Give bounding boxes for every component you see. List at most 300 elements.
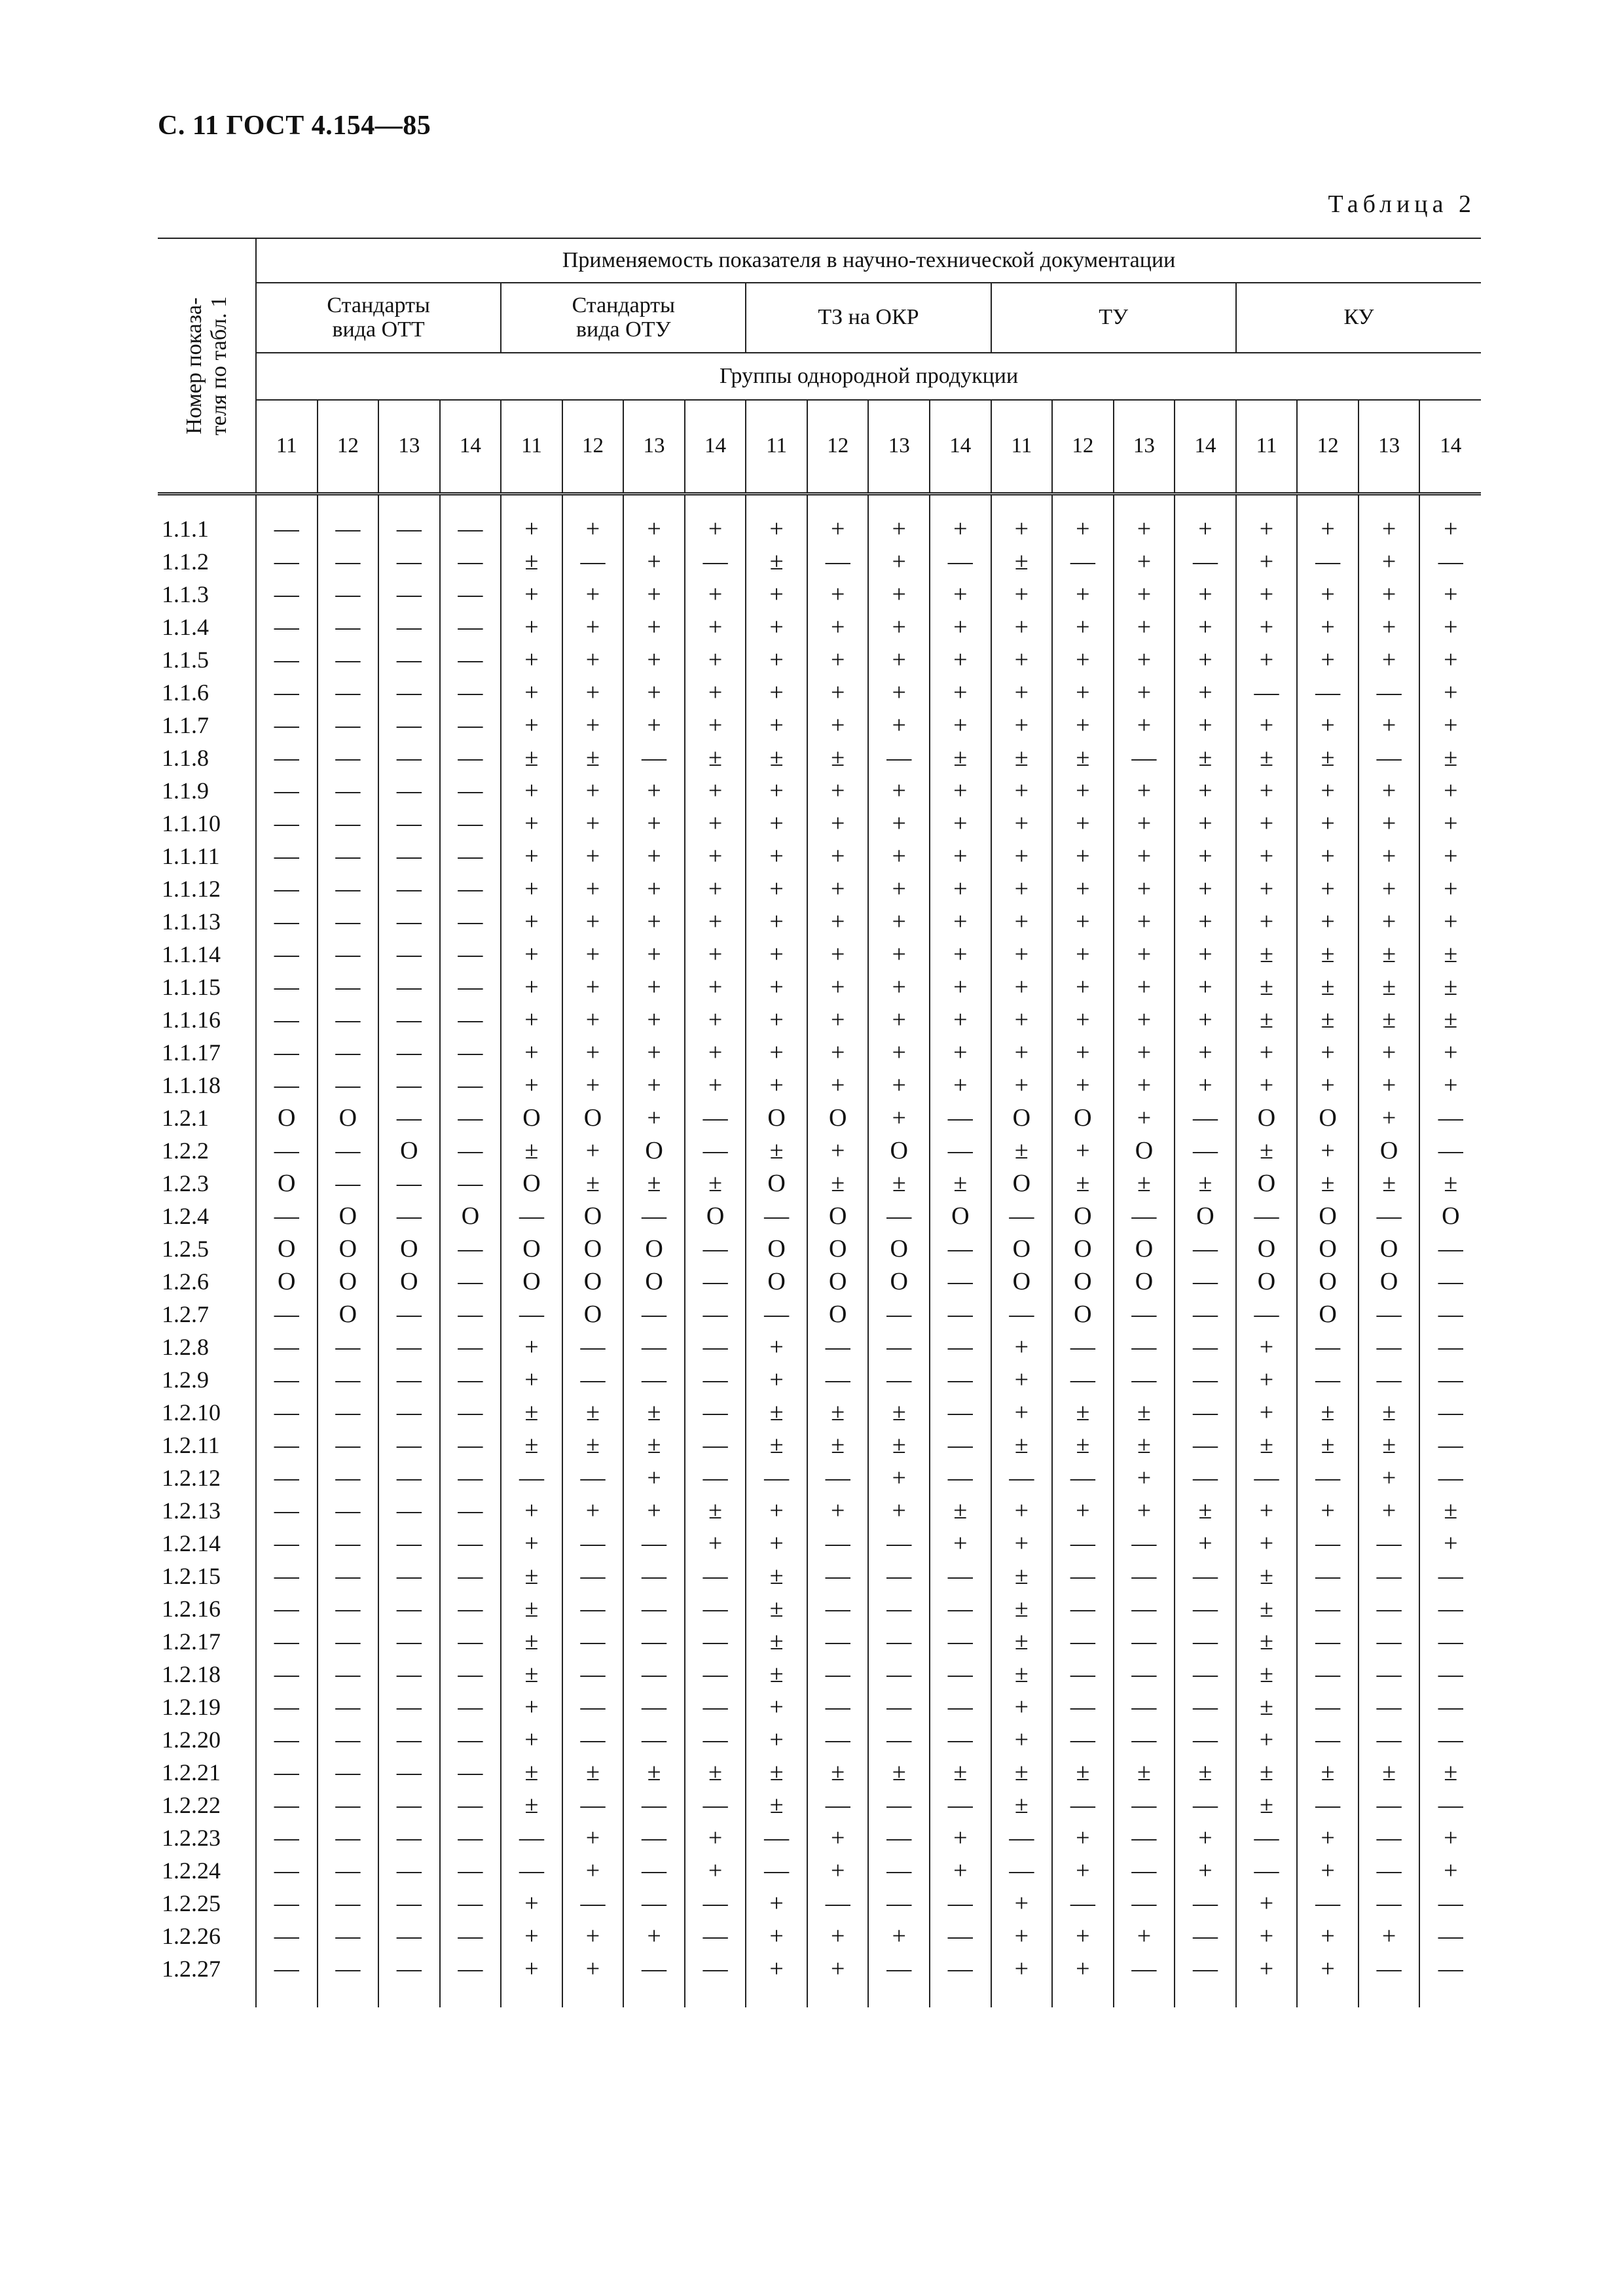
applicability-cell: — (746, 1298, 807, 1331)
applicability-cell: — (318, 872, 379, 905)
applicability-cell: О (378, 1134, 440, 1167)
applicability-cell: — (623, 742, 685, 774)
applicability-cell: — (868, 1887, 930, 1920)
applicability-cell: + (1114, 971, 1175, 1003)
table-row (158, 1396, 1481, 1429)
applicability-cell: + (868, 1920, 930, 1952)
applicability-cell: — (1175, 1363, 1236, 1396)
applicability-cell: — (378, 494, 440, 546)
applicability-cell: — (685, 1298, 746, 1331)
applicability-cell: ± (1236, 742, 1298, 774)
applicability-cell: ± (1236, 1592, 1298, 1625)
applicability-cell: — (440, 1691, 501, 1723)
applicability-cell: — (378, 1854, 440, 1887)
applicability-cell: + (1114, 1069, 1175, 1102)
row-number: 1.2.21 (162, 1759, 221, 1785)
applicability-cell: + (623, 872, 685, 905)
table-row (158, 1331, 1481, 1363)
applicability-cell: + (1236, 1396, 1298, 1429)
applicability-cell: + (562, 1854, 624, 1887)
applicability-cell: + (562, 1494, 624, 1527)
applicability-cell: — (256, 1069, 318, 1102)
applicability-cell: — (1359, 1952, 1420, 2007)
table-row (158, 1527, 1481, 1560)
applicability-cell: + (1359, 872, 1420, 905)
applicability-cell: — (991, 1462, 1053, 1494)
groups-row (158, 400, 1481, 494)
applicability-cell: + (868, 938, 930, 971)
applicability-cell: + (623, 545, 685, 578)
applicability-cell: + (1175, 676, 1236, 709)
applicability-cell: + (1052, 774, 1114, 807)
applicability-cell: ± (501, 545, 562, 578)
applicability-cell: + (1175, 578, 1236, 611)
applicability-cell: — (318, 774, 379, 807)
applicability-cell: — (868, 742, 930, 774)
applicability-cell: + (1175, 611, 1236, 643)
applicability-cell: — (1419, 1462, 1481, 1494)
applicability-cell: — (256, 1134, 318, 1167)
applicability-cell: — (1236, 1821, 1298, 1854)
applicability-cell: + (746, 1920, 807, 1952)
applicability-cell: ± (1297, 938, 1359, 971)
applicability-cell: ± (1236, 938, 1298, 971)
applicability-cell: + (1297, 1920, 1359, 1952)
applicability-cell: + (807, 774, 869, 807)
applicability-cell: — (378, 1003, 440, 1036)
applicability-cell: — (378, 1625, 440, 1658)
applicability-cell: + (868, 494, 930, 546)
applicability-cell: — (256, 1756, 318, 1789)
applicability-cell: — (930, 1102, 991, 1134)
doc-type-header: ТЗ на ОКР (746, 283, 991, 353)
applicability-cell: — (318, 578, 379, 611)
applicability-cell: ± (868, 1429, 930, 1462)
applicability-cell: ± (807, 1429, 869, 1462)
applicability-cell: + (1297, 1952, 1359, 2007)
applicability-cell: — (256, 1658, 318, 1691)
applicability-cell: — (991, 1298, 1053, 1331)
applicability-cell: — (1419, 1331, 1481, 1363)
applicability-cell: + (1419, 643, 1481, 676)
applicability-cell: ± (746, 742, 807, 774)
applicability-cell: — (562, 1658, 624, 1691)
applicability-cell: + (930, 938, 991, 971)
applicability-cell: О (378, 1232, 440, 1265)
applicability-cell: О (746, 1232, 807, 1265)
applicability-cell: ± (501, 1592, 562, 1625)
applicability-cell: — (623, 1527, 685, 1560)
applicability-cell: — (1359, 742, 1420, 774)
applicability-cell: — (1359, 1200, 1420, 1232)
applicability-cell: О (318, 1102, 379, 1134)
row-number: 1.1.2 (162, 548, 209, 575)
applicability-cell: ± (991, 1560, 1053, 1592)
applicability-cell: ± (1419, 742, 1481, 774)
applicability-cell: — (378, 1592, 440, 1625)
applicability-cell: + (685, 1069, 746, 1102)
applicability-cell: + (685, 938, 746, 971)
group-header: 13 (1359, 400, 1420, 494)
applicability-cell: О (501, 1167, 562, 1200)
applicability-cell: — (440, 1789, 501, 1821)
applicability-cell: + (1052, 1003, 1114, 1036)
applicability-cell: + (807, 1854, 869, 1887)
applicability-cell: — (868, 1658, 930, 1691)
table-row (158, 1560, 1481, 1592)
applicability-cell: О (318, 1200, 379, 1232)
applicability-cell: + (1114, 1462, 1175, 1494)
applicability-cell: + (746, 1887, 807, 1920)
applicability-cell: + (685, 971, 746, 1003)
applicability-cell: + (1236, 1920, 1298, 1952)
applicability-cell: + (1236, 1363, 1298, 1396)
applicability-cell: + (991, 1003, 1053, 1036)
applicability-cell: О (318, 1232, 379, 1265)
row-number: 1.2.8 (162, 1334, 209, 1360)
applicability-cell: О (807, 1200, 869, 1232)
applicability-cell: — (318, 1069, 379, 1102)
applicability-cell: О (1236, 1232, 1298, 1265)
applicability-cell: + (685, 643, 746, 676)
applicability-cell: + (623, 971, 685, 1003)
applicability-cell: ± (868, 1396, 930, 1429)
row-number: 1.2.19 (162, 1694, 221, 1720)
applicability-cell: + (562, 905, 624, 938)
applicability-cell: — (1359, 1363, 1420, 1396)
applicability-cell: — (1297, 1723, 1359, 1756)
applicability-cell: — (378, 676, 440, 709)
applicability-cell: — (1419, 1232, 1481, 1265)
applicability-cell: — (685, 1887, 746, 1920)
applicability-cell: — (1359, 1789, 1420, 1821)
applicability-cell: — (1052, 1363, 1114, 1396)
applicability-cell: — (440, 1494, 501, 1527)
applicability-cell: — (868, 1789, 930, 1821)
applicability-cell: — (685, 1920, 746, 1952)
applicability-cell: — (930, 1592, 991, 1625)
applicability-cell: ± (1175, 742, 1236, 774)
group-header: 11 (256, 400, 318, 494)
applicability-cell: — (256, 1560, 318, 1592)
applicability-cell: + (1052, 1069, 1114, 1102)
applicability-cell: — (1419, 1363, 1481, 1396)
applicability-cell: + (1114, 1036, 1175, 1069)
applicability-cell: + (1175, 494, 1236, 546)
applicability-cell: + (1236, 1331, 1298, 1363)
applicability-cell: — (440, 1396, 501, 1429)
applicability-cell: + (623, 840, 685, 872)
table-row (158, 1887, 1481, 1920)
applicability-cell: — (318, 1691, 379, 1723)
applicability-cell: О (256, 1265, 318, 1298)
applicability-cell: + (991, 1363, 1053, 1396)
applicability-cell: + (1236, 1887, 1298, 1920)
applicability-cell: + (501, 807, 562, 840)
applicability-cell: ± (1297, 1756, 1359, 1789)
table-row (158, 1167, 1481, 1200)
applicability-cell: + (930, 840, 991, 872)
applicability-cell: + (868, 905, 930, 938)
applicability-cell: + (1236, 545, 1298, 578)
applicability-cell: + (685, 709, 746, 742)
applicability-cell: ± (623, 1167, 685, 1200)
applicability-cell: — (685, 1331, 746, 1363)
applicability-cell: О (807, 1102, 869, 1134)
applicability-cell: — (1175, 1265, 1236, 1298)
table-row (158, 676, 1481, 709)
applicability-cell: + (807, 840, 869, 872)
applicability-cell: + (746, 938, 807, 971)
applicability-cell: — (318, 1494, 379, 1527)
applicability-cell: — (440, 545, 501, 578)
table-row (158, 1429, 1481, 1462)
applicability-cell: ± (562, 1167, 624, 1200)
applicability-cell: — (1419, 1396, 1481, 1429)
applicability-cell: О (1359, 1265, 1420, 1298)
applicability-cell: — (318, 1396, 379, 1429)
applicability-cell: + (501, 840, 562, 872)
applicability-cell: — (562, 1691, 624, 1723)
applicability-cell: + (501, 709, 562, 742)
applicability-cell: + (1052, 1134, 1114, 1167)
table-row (158, 938, 1481, 971)
group-header: 11 (501, 400, 562, 494)
applicability-cell: — (868, 1298, 930, 1331)
groups-header: Группы однородной продукции (256, 353, 1481, 400)
applicability-cell: + (868, 545, 930, 578)
applicability-cell: + (1297, 1069, 1359, 1102)
applicability-cell: ± (746, 1396, 807, 1429)
applicability-cell: — (1175, 1298, 1236, 1331)
applicability-cell: — (378, 1331, 440, 1363)
table-row (158, 905, 1481, 938)
applicability-cell: — (378, 1952, 440, 2007)
applicability-cell: + (746, 578, 807, 611)
applicability-cell: ± (746, 1429, 807, 1462)
applicability-cell: — (1419, 1560, 1481, 1592)
applicability-cell: + (991, 676, 1053, 709)
applicability-cell: — (318, 1887, 379, 1920)
applicability-cell: + (746, 774, 807, 807)
applicability-cell: — (623, 1887, 685, 1920)
applicability-cell: + (1052, 709, 1114, 742)
applicability-cell: + (623, 938, 685, 971)
applicability-cell: + (501, 611, 562, 643)
applicability-cell: — (685, 545, 746, 578)
applicability-cell: ± (623, 1396, 685, 1429)
applicability-cell: ± (991, 742, 1053, 774)
applicability-cell: — (256, 494, 318, 546)
applicability-cell: + (623, 494, 685, 546)
applicability-cell: ± (1175, 1167, 1236, 1200)
applicability-cell: О (1052, 1200, 1114, 1232)
applicability-cell: + (1419, 1527, 1481, 1560)
applicability-cell: + (746, 840, 807, 872)
table-row (158, 1363, 1481, 1396)
applicability-cell: + (1236, 494, 1298, 546)
applicability-cell: — (1359, 1298, 1420, 1331)
applicability-cell: ± (807, 1396, 869, 1429)
applicability-cell: — (440, 1036, 501, 1069)
applicability-cell: + (930, 578, 991, 611)
applicability-cell: — (378, 742, 440, 774)
applicability-cell: — (1359, 1887, 1420, 1920)
applicability-cell: — (623, 1200, 685, 1232)
applicability-cell: + (807, 494, 869, 546)
applicability-cell: О (1236, 1102, 1298, 1134)
applicability-cell: ± (1419, 938, 1481, 971)
applicability-cell: ± (1419, 1003, 1481, 1036)
applicability-cell: О (868, 1265, 930, 1298)
applicability-cell: — (1419, 1265, 1481, 1298)
applicability-cell: + (807, 905, 869, 938)
applicability-cell: — (562, 1592, 624, 1625)
applicability-cell: — (930, 1462, 991, 1494)
applicability-cell: — (318, 1331, 379, 1363)
applicability-cell: — (1359, 1821, 1420, 1854)
row-number: 1.2.6 (162, 1268, 209, 1295)
applicability-cell: — (868, 1331, 930, 1363)
applicability-cell: — (1175, 1625, 1236, 1658)
applicability-cell: ± (685, 742, 746, 774)
table-row (158, 1102, 1481, 1134)
applicability-cell: + (746, 1527, 807, 1560)
applicability-cell: + (991, 840, 1053, 872)
applicability-cell: + (562, 872, 624, 905)
applicability-cell: — (1359, 1592, 1420, 1625)
applicability-cell: + (1052, 676, 1114, 709)
applicability-cell: — (1419, 545, 1481, 578)
applicability-cell: — (440, 1232, 501, 1265)
group-header: 11 (1236, 400, 1298, 494)
applicability-cell: + (1052, 1494, 1114, 1527)
applicability-cell: + (685, 905, 746, 938)
row-number: 1.2.13 (162, 1498, 221, 1524)
applicability-cell: — (1114, 1592, 1175, 1625)
applicability-cell: — (1297, 545, 1359, 578)
applicability-cell: — (1114, 1854, 1175, 1887)
applicability-cell: + (1297, 578, 1359, 611)
applicability-cell: — (1236, 1200, 1298, 1232)
applicability-cell: + (562, 1134, 624, 1167)
applicability-cell: — (807, 1462, 869, 1494)
applicability-cell: + (807, 1003, 869, 1036)
applicability-cell: + (746, 709, 807, 742)
applicability-cell: + (501, 1069, 562, 1102)
applicability-cell: — (930, 1363, 991, 1396)
applicability-cell: — (1175, 1134, 1236, 1167)
applicability-cell: — (623, 1723, 685, 1756)
applicability-cell: + (991, 494, 1053, 546)
applicability-cell: + (501, 1691, 562, 1723)
table-row (158, 1920, 1481, 1952)
applicability-cell: ± (930, 1756, 991, 1789)
applicability-cell: + (1297, 807, 1359, 840)
applicability-cell: — (318, 1723, 379, 1756)
applicability-cell: + (868, 611, 930, 643)
applicability-cell: — (318, 1658, 379, 1691)
row-number: 1.1.12 (162, 876, 221, 902)
applicability-cell: — (1175, 1723, 1236, 1756)
row-number-header-label: Номер показа- теля по табл. 1 (181, 296, 231, 435)
applicability-cell: + (868, 1462, 930, 1494)
applicability-cell: — (1175, 1789, 1236, 1821)
applicability-cell: — (440, 1821, 501, 1854)
applicability-cell: + (930, 1003, 991, 1036)
applicability-cell: — (378, 938, 440, 971)
applicability-cell: О (1297, 1298, 1359, 1331)
applicability-cell: + (623, 1102, 685, 1134)
table-caption: Таблица 2 (1328, 190, 1476, 218)
applicability-cell: + (1175, 1003, 1236, 1036)
applicability-cell: — (378, 1691, 440, 1723)
applicability-cell: + (685, 872, 746, 905)
applicability-cell: + (1114, 578, 1175, 611)
applicability-cell: — (685, 1429, 746, 1462)
applicability-cell: — (256, 545, 318, 578)
applicability-cell: — (440, 1462, 501, 1494)
applicability-cell: О (746, 1167, 807, 1200)
row-number: 1.1.9 (162, 778, 209, 804)
applicability-cell: + (1114, 872, 1175, 905)
applicability-cell: + (623, 1036, 685, 1069)
applicability-cell: — (1419, 1592, 1481, 1625)
applicability-cell: — (930, 1265, 991, 1298)
applicability-cell: — (440, 1854, 501, 1887)
applicability-cell: ± (501, 1658, 562, 1691)
applicability-cell: + (1359, 1462, 1420, 1494)
applicability-cell: + (501, 676, 562, 709)
applicability-cell: О (807, 1265, 869, 1298)
applicability-cell: — (685, 1691, 746, 1723)
applicability-cell: — (440, 1429, 501, 1462)
applicability-cell: — (1297, 1658, 1359, 1691)
applicability-cell: + (746, 676, 807, 709)
applicability-cell: — (440, 807, 501, 840)
applicability-cell: + (1297, 494, 1359, 546)
applicability-cell: — (318, 742, 379, 774)
applicability-cell: — (1175, 1920, 1236, 1952)
applicability-cell: + (991, 1920, 1053, 1952)
applicability-cell: + (501, 1723, 562, 1756)
applicability-cell: ± (1175, 1494, 1236, 1527)
applicability-cell: + (930, 774, 991, 807)
applicability-cell: ± (991, 1592, 1053, 1625)
applicability-cell: ± (1052, 1167, 1114, 1200)
applicability-cell: + (1114, 611, 1175, 643)
applicability-cell: — (440, 1952, 501, 2007)
applicability-cell: + (1175, 938, 1236, 971)
applicability-cell: — (1419, 1298, 1481, 1331)
applicability-cell: — (378, 1494, 440, 1527)
applicability-cell: + (1114, 494, 1175, 546)
applicability-cell: + (1297, 1854, 1359, 1887)
applicability-cell: + (501, 1036, 562, 1069)
applicability-cell: + (1359, 1494, 1420, 1527)
table-row (158, 1298, 1481, 1331)
applicability-cell: + (868, 774, 930, 807)
applicability-cell: — (868, 1854, 930, 1887)
applicability-cell: — (1114, 1625, 1175, 1658)
applicability-cell: — (318, 676, 379, 709)
applicability-cell: + (991, 905, 1053, 938)
applicability-cell: ± (1359, 1429, 1420, 1462)
applicability-cell: — (256, 905, 318, 938)
applicability-cell: ± (1114, 1167, 1175, 1200)
applicability-cell: — (440, 905, 501, 938)
applicability-cell: + (623, 774, 685, 807)
